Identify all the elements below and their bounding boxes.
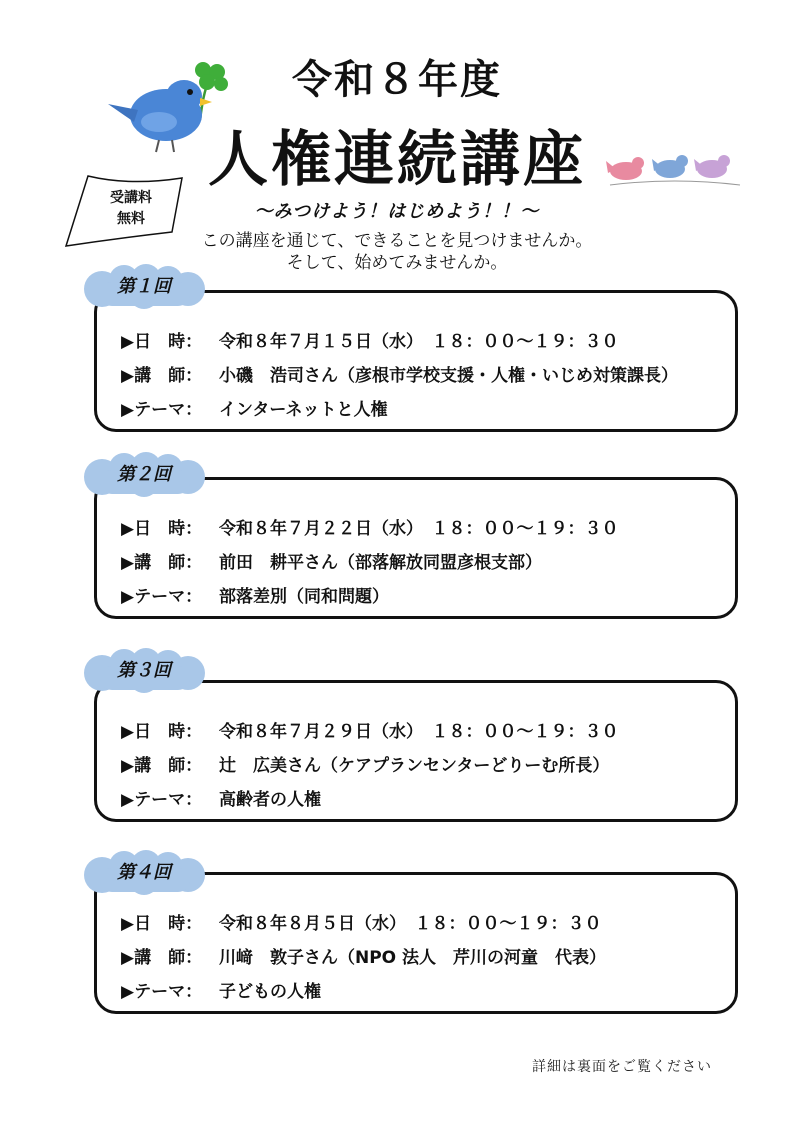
theme-label: ▶テーマ： — [121, 790, 203, 810]
page-title: 人権連続講座 — [208, 125, 586, 195]
session-lecturer-row — [121, 941, 725, 975]
session-theme: 部落差別（同和問題） — [219, 587, 389, 607]
fee-tag — [60, 172, 190, 250]
date-label: ▶日 時： — [121, 519, 203, 539]
fee-value: 無料 — [117, 211, 145, 227]
session-badge-4 — [78, 850, 210, 896]
lecturer-label: ▶講 師： — [121, 553, 203, 573]
theme-label: ▶テーマ： — [121, 587, 203, 607]
session-card-1 — [94, 290, 738, 432]
session-date-row — [121, 907, 725, 941]
session-badge-2 — [78, 452, 210, 498]
session-lecturer: 前田 耕平さん（部落解放同盟彦根支部） — [219, 553, 542, 573]
intro-line-1: この講座を通じて、できることを見つけませんか。 — [201, 231, 593, 251]
session-date: 令和８年７月１５日（水） １８：００～１９：３０ — [219, 332, 619, 352]
date-label: ▶日 時： — [121, 332, 203, 352]
session-badge-1 — [78, 264, 210, 310]
session-lecturer-row — [121, 749, 725, 783]
session-number: 第４回 — [117, 862, 171, 883]
year-title: 令和８年度 — [292, 57, 502, 103]
session-date-row — [121, 512, 725, 546]
session-date-row — [121, 715, 725, 749]
session-lecturer: 辻 広美さん（ケアプランセンターどりーむ所長） — [219, 756, 610, 776]
session-card-3 — [94, 680, 738, 822]
session-card-2 — [94, 477, 738, 619]
session-theme-row — [121, 783, 725, 817]
session-lecturer-row — [121, 546, 725, 580]
session-theme-row — [121, 393, 725, 427]
session-lecturer: 川﨑 敦子さん（NPO 法人 芹川の河童 代表） — [219, 948, 607, 968]
session-number: 第２回 — [117, 464, 171, 485]
session-date-row — [121, 325, 725, 359]
session-date: 令和８年７月２２日（水） １８：００～１９：３０ — [219, 519, 619, 539]
session-theme: 高齢者の人権 — [219, 790, 321, 810]
session-date: 令和８年７月２９日（水） １８：００～１９：３０ — [219, 722, 619, 742]
fee-label: 受講料 — [110, 190, 152, 206]
theme-label: ▶テーマ： — [121, 982, 203, 1002]
session-date: 令和８年８月５日（水） １８：００～１９：３０ — [219, 914, 602, 934]
intro-line-2: そして、始めてみませんか。 — [286, 253, 508, 273]
session-number: 第３回 — [117, 660, 171, 681]
session-theme: 子どもの人権 — [219, 982, 321, 1002]
theme-label: ▶テーマ： — [121, 400, 203, 420]
session-theme-row — [121, 975, 725, 1009]
session-theme-row — [121, 580, 725, 614]
subtitle: ～みつけよう！はじめよう！！～ — [254, 201, 540, 222]
session-badge-3 — [78, 648, 210, 694]
session-lecturer-row — [121, 359, 725, 393]
date-label: ▶日 時： — [121, 722, 203, 742]
session-theme: インターネットと人権 — [219, 400, 388, 420]
date-label: ▶日 時： — [121, 914, 203, 934]
lecturer-label: ▶講 師： — [121, 756, 203, 776]
session-number: 第１回 — [117, 276, 171, 297]
footer-note: 詳細は裏面をご覧ください — [532, 1059, 712, 1075]
lecturer-label: ▶講 師： — [121, 948, 203, 968]
lecturer-label: ▶講 師： — [121, 366, 203, 386]
session-lecturer: 小磯 浩司さん（彦根市学校支援・人権・いじめ対策課長） — [219, 366, 678, 386]
